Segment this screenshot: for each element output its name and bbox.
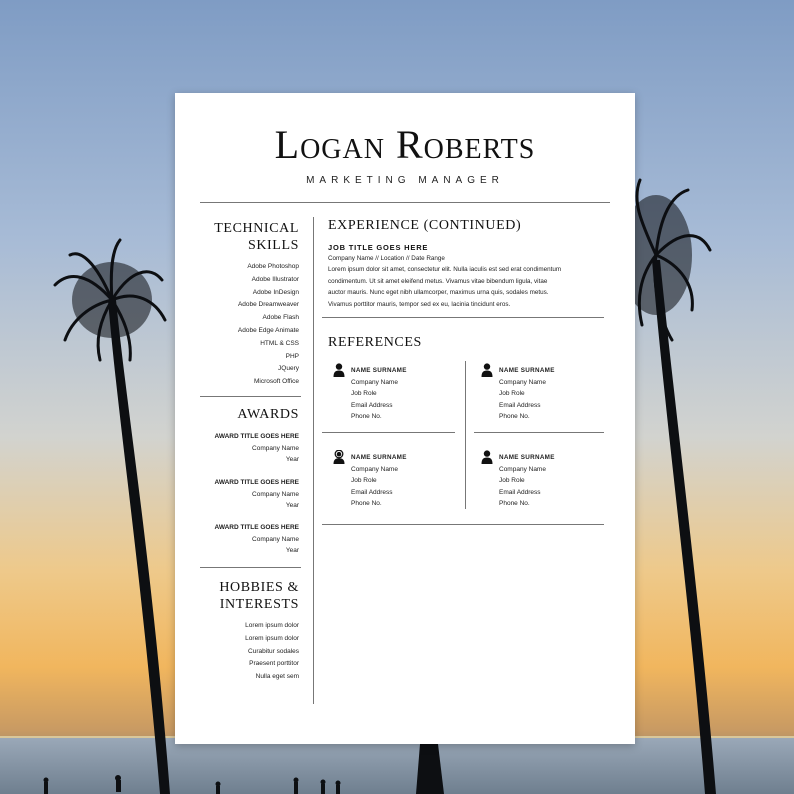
award-title: AWARD TITLE GOES HERE (214, 433, 299, 440)
list-item: Praesent porttitor (249, 660, 299, 668)
experience-meta: Company Name // Location // Date Range (328, 255, 445, 262)
references-bottom-divider (322, 524, 604, 525)
references-row-divider-left (322, 432, 455, 433)
skills-heading: TECHNICAL SKILLS (214, 221, 299, 253)
list-item: Adobe Edge Animate (237, 326, 299, 334)
hobbies-list (245, 620, 299, 684)
female-person-icon (333, 450, 345, 464)
list-item: Adobe Photoshop (247, 263, 299, 270)
references-row-divider-right (474, 432, 604, 433)
reference-name: NAME SURNAME (499, 454, 555, 461)
awards-divider (200, 567, 301, 568)
skills-list (238, 261, 299, 389)
list-item: Adobe Dreamweaver (237, 301, 299, 309)
male-person-icon (481, 363, 493, 377)
award-title: AWARD TITLE GOES HERE (214, 524, 299, 531)
list-item: HTML & CSS (260, 339, 299, 347)
reference-role: Job Role (499, 390, 525, 397)
references-heading: REFERENCES (328, 335, 422, 350)
experience-divider (322, 317, 604, 318)
list-item: Lorem ipsum dolor (245, 622, 299, 629)
reference-phone: Phone No. (499, 413, 530, 420)
reference-name: NAME SURNAME (351, 367, 407, 374)
resume-job-title: MARKETING MANAGER (306, 175, 504, 186)
award-year: Year (285, 547, 299, 554)
reference-role: Job Role (351, 477, 377, 484)
award-item (214, 477, 299, 512)
list-item: Curabitur sodales (248, 647, 299, 655)
reference-name: NAME SURNAME (351, 454, 407, 461)
resume-name: Logan Roberts (274, 122, 536, 167)
reference-company: Company Name (351, 465, 398, 473)
list-item: Adobe Illustrator (251, 275, 299, 283)
reference-company: Company Name (499, 465, 546, 473)
reference-company: Company Name (499, 378, 546, 386)
award-company: Company Name (252, 490, 299, 498)
award-year: Year (285, 456, 299, 463)
list-item: PHP (285, 352, 299, 360)
resume-page (175, 93, 635, 744)
reference-name: NAME SURNAME (499, 367, 555, 374)
reference-role: Job Role (351, 390, 377, 397)
reference-company: Company Name (351, 378, 398, 386)
award-company: Company Name (252, 535, 299, 543)
list-item: Nulla eget sem (255, 673, 299, 681)
list-item: Adobe Flash (262, 314, 299, 322)
list-item: JQuery (278, 365, 299, 373)
award-title: AWARD TITLE GOES HERE (214, 479, 299, 486)
column-divider (313, 217, 314, 704)
reference-phone: Phone No. (499, 500, 530, 507)
award-item (214, 431, 299, 466)
experience-entry (328, 243, 603, 310)
reference-email: Email Address (499, 488, 541, 496)
male-person-icon (481, 450, 493, 464)
reference-email: Email Address (351, 488, 393, 496)
reference-phone: Phone No. (351, 413, 382, 420)
award-item (214, 522, 299, 557)
hobbies-heading: HOBBIES & INTERESTS (219, 580, 299, 612)
experience-heading: EXPERIENCE (CONTINUED) (328, 218, 522, 233)
references-column-divider (465, 361, 466, 509)
reference-phone: Phone No. (351, 500, 382, 507)
header-divider (200, 202, 610, 203)
experience-job-title: JOB TITLE GOES HERE (328, 243, 429, 252)
reference-email: Email Address (351, 401, 393, 409)
skills-divider (200, 396, 301, 397)
reference-role: Job Role (499, 477, 525, 484)
list-item: Adobe InDesign (252, 288, 299, 296)
award-year: Year (285, 502, 299, 509)
list-item: Lorem ipsum dolor (245, 634, 299, 642)
experience-description: Lorem ipsum dolor sit amet, consectetur elit. Nulla iaculis est sed erat condimentum condimentum. Ut sit amet eleifend metus. Vivamus vitae bibendum ligula, vitae auctor mauris. Nunc eget nibh ullamcorper, maximus urna quis, sodales metus. Vivamus porttitor mauris, tempor sed ex eu, lacinia tincidunt eros. (328, 266, 562, 308)
awards-heading: AWARDS (237, 407, 299, 422)
list-item: Microsoft Office (253, 378, 299, 386)
award-company: Company Name (252, 444, 299, 452)
reference-email: Email Address (499, 401, 541, 409)
male-person-icon (333, 363, 345, 377)
